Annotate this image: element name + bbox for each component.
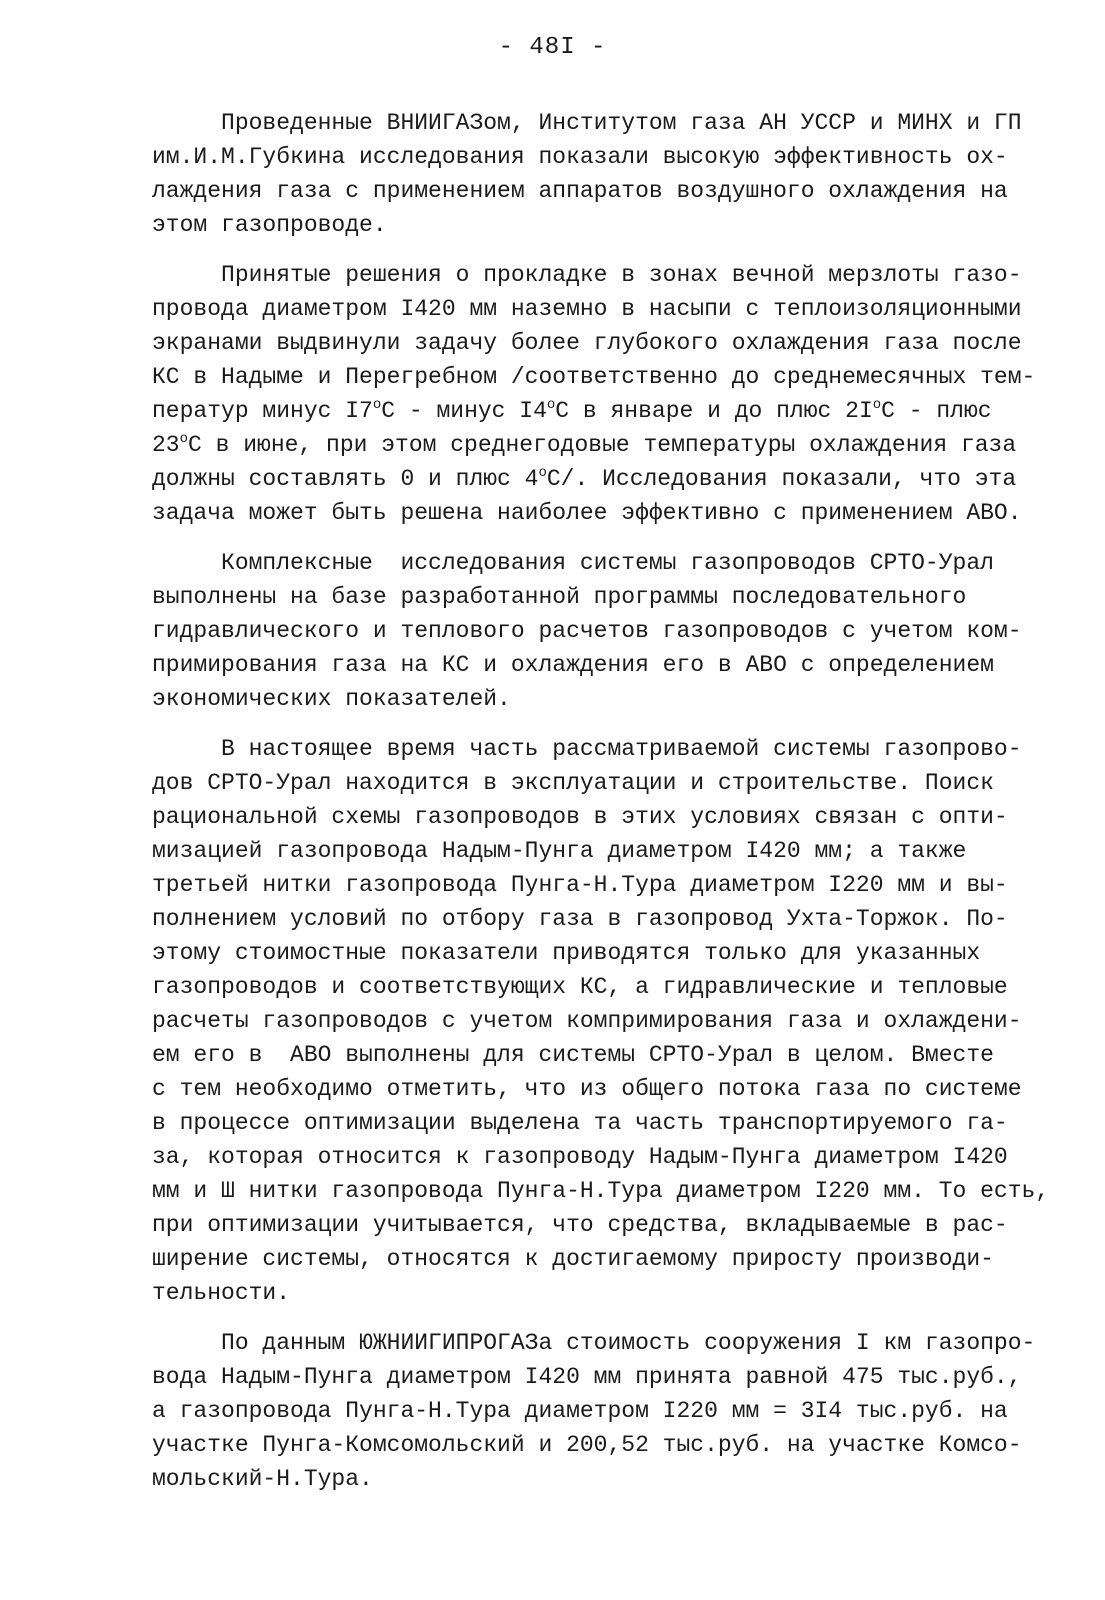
text-line: должны составлять 0 и плюс 4$^o$С/. Исследования показали, что эта xyxy=(152,465,1017,492)
text-line: задача может быть решена наиболее эффективно с применением АВО. xyxy=(152,500,1022,526)
paragraph xyxy=(152,1326,1052,1496)
text-line: за, которая относится к газопроводу Надым-Пунга диаметром I420 xyxy=(152,1144,1008,1170)
text-line: а газопровода Пунга-Н.Тура диаметром I220 мм = 3I4 тыс.руб. на xyxy=(152,1398,1008,1424)
paragraph xyxy=(152,106,1052,242)
text-line: провода диаметром I420 мм наземно в насыпи с теплоизоляционными xyxy=(152,296,1022,322)
text-line: ширение системы, относятся к достигаемому приросту производи- xyxy=(152,1246,994,1272)
text-line: примирования газа на КС и охлаждения его в АВО с определением xyxy=(152,652,994,678)
text-line: третьей нитки газопровода Пунга-Н.Тура диаметром I220 мм и вы- xyxy=(152,872,1008,898)
text-line: этом газопроводе. xyxy=(152,212,387,238)
text-line: дов СРТО-Урал находится в эксплуатации и строительстве. Поиск xyxy=(152,770,994,796)
text-line: экранами выдвинули задачу более глубокого охлаждения газа после xyxy=(152,330,1022,356)
text-line: участке Пунга-Комсомольский и 200,52 тыс.руб. на участке Комсо- xyxy=(152,1432,1022,1458)
text-line: выполнены на базе разработанной программы последовательного xyxy=(152,584,967,610)
text-line: КС в Надыме и Перегребном /соответственно до среднемесячных тем- xyxy=(152,364,1036,390)
text-line: расчеты газопроводов с учетом компримирования газа и охлаждени- xyxy=(152,1008,1022,1034)
text-line: ем его в АВО выполнены для системы СРТО-Урал в целом. Вместе xyxy=(152,1042,994,1068)
text-line: полнением условий по отбору газа в газопровод Ухта-Торжок. По- xyxy=(152,906,1008,932)
text-line: рациональной схемы газопроводов в этих условиях связан с опти- xyxy=(152,804,1008,830)
text-line: мольский-Н.Тура. xyxy=(152,1466,373,1492)
text-line: В настоящее время часть рассматриваемой системы газопрово- xyxy=(152,736,1022,762)
text-line: мизацией газопровода Надым-Пунга диаметром I420 мм; а также xyxy=(152,838,967,864)
text-line: Проведенные ВНИИГАЗом, Институтом газа АН УССР и МИНХ и ГП xyxy=(152,110,1022,136)
paragraph xyxy=(152,258,1052,530)
text-line: мм и Ш нитки газопровода Пунга-Н.Тура диаметром I220 мм. То есть, xyxy=(152,1178,1050,1204)
text-line: экономических показателей. xyxy=(152,686,511,712)
text-line: ператур минус I7$^o$С - минус I4$^o$С в январе и до плюс $2I^oС$ - плюс xyxy=(152,397,992,424)
text-line: тельности. xyxy=(152,1280,291,1306)
paragraph xyxy=(152,732,1052,1310)
text-line: в процессе оптимизации выделена та часть транспортируемого га- xyxy=(152,1110,1008,1136)
text-line: этому стоимостные показатели приводятся только для указанных xyxy=(152,940,981,966)
text-line: По данным ЮЖНИИГИПРОГАЗа стоимость сооружения I км газопро- xyxy=(152,1330,1036,1356)
text-line: Принятые решения о прокладке в зонах вечной мерзлоты газо- xyxy=(152,262,1022,288)
text-line: 23$^o$С в июне, при этом среднегодовые температуры охлаждения газа xyxy=(152,431,1017,458)
text-line: гидравлического и теплового расчетов газопроводов с учетом ком- xyxy=(152,618,1022,644)
text-line: Комплексные исследования системы газопроводов СРТО-Урал xyxy=(152,550,994,576)
page-number: - 48I - xyxy=(498,34,607,61)
text-line: при оптимизации учитывается, что средства, вкладываемые в рас- xyxy=(152,1212,1008,1238)
paragraph xyxy=(152,546,1052,716)
text-line: газопроводов и соответствующих КС, а гидравлические и тепловые xyxy=(152,974,1008,1000)
body-text xyxy=(152,106,1052,1496)
text-line: с тем необходимо отметить, что из общего потока газа по системе xyxy=(152,1076,1022,1102)
text-line: им.И.М.Губкина исследования показали высокую эффективность ох- xyxy=(152,144,1008,170)
text-line: вода Надым-Пунга диаметром I420 мм принята равной 475 тыс.руб., xyxy=(152,1364,1022,1390)
text-line: лаждения газа с применением аппаратов воздушного охлаждения на xyxy=(152,178,1008,204)
